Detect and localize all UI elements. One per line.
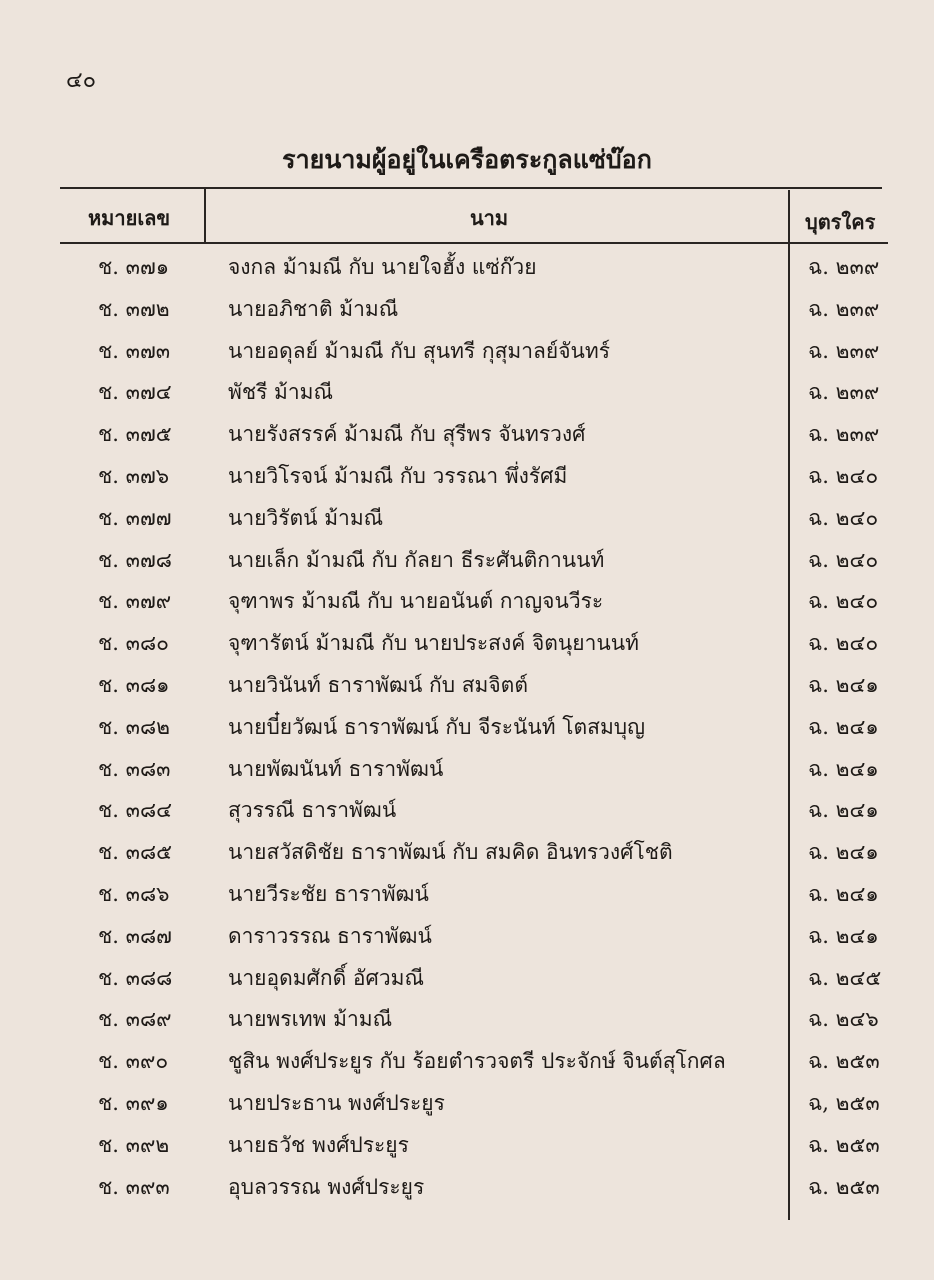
row-name: นายวิโรจน์ ม้ามณี กับ วรรณา พึ่งรัศมี (228, 464, 568, 488)
row-child-of: ฉ. ๒๕๓ (808, 1049, 880, 1074)
row-name: นายรังสรรค์ ม้ามณี กับ สุรีพร จันทรวงศ์ (228, 422, 586, 447)
row-child-of: ฉ. ๒๕๓ (808, 1174, 880, 1199)
table-row (0, 748, 934, 790)
row-name: นายบี๋ยวัฒน์ ธาราพัฒน์ กับ จีระนันท์ โตสมบุญ (228, 714, 646, 739)
row-child-of: ฉ. ๒๔๑ (808, 798, 879, 823)
table-top-rule (60, 187, 882, 189)
table-row (0, 455, 934, 497)
row-name: นายประธาน พงศ์ประยูร (228, 1091, 445, 1115)
table-row (0, 998, 934, 1040)
row-child-of: ฉ. ๒๓๙ (808, 380, 880, 405)
row-number: ช. ๓๘๐ (98, 631, 169, 656)
row-number: ช. ๓๗๗ (98, 505, 172, 530)
row-name: นายวินันท์ ธาราพัฒน์ กับ สมจิตต์ (228, 673, 528, 697)
row-number: ช. ๓๙๐ (98, 1049, 169, 1074)
row-name: นายพรเทพ ม้ามณี (228, 1007, 393, 1032)
row-number: ช. ๓๘๖ (98, 882, 170, 906)
row-child-of: ฉ. ๒๓๙ (808, 296, 880, 321)
table-row (0, 330, 934, 372)
row-number: ช. ๓๗๙ (98, 589, 172, 614)
row-name: ชูสิน พงศ์ประยูร กับ ร้อยตำรวจตรี ประจักษ์ จินต์สุโกศล (228, 1049, 726, 1074)
row-child-of: ฉ. ๒๔๐ (808, 631, 879, 656)
row-name: จุฑาพร ม้ามณี กับ นายอนันต์ กาญจนวีระ (228, 589, 604, 614)
row-child-of: ฉ. ๒๔๑ (808, 673, 879, 697)
row-number: ช. ๓๗๕ (98, 422, 172, 447)
row-name: จงกล ม้ามณี กับ นายใจฮั้ง แซ่ก๊วย (228, 255, 537, 279)
row-number: ช. ๓๗๘ (98, 547, 172, 572)
row-name: จุฑารัตน์ ม้ามณี กับ นายประสงค์ จิตนุยานนท์ (228, 631, 639, 656)
row-number: ช. ๓๘๕ (98, 840, 173, 865)
header-name: นาม (470, 206, 509, 230)
row-number: ช. ๓๘๔ (98, 798, 173, 823)
table-row (0, 831, 934, 873)
row-child-of: ฉ. ๒๔๑ (808, 840, 879, 865)
row-child-of: ฉ. ๒๔๐ (808, 505, 879, 530)
row-number: ช. ๓๙๓ (98, 1174, 170, 1199)
row-child-of: ฉ, ๒๕๓ (808, 1091, 880, 1115)
row-number: ช. ๓๘๑ (98, 673, 170, 697)
row-name: นายธวัช พงศ์ประยูร (228, 1132, 409, 1157)
table-row (0, 789, 934, 831)
row-child-of: ฉ. ๒๔๕ (808, 965, 882, 990)
row-number: ช. ๓๗๑ (98, 255, 170, 279)
row-name: นายอุดมศักดิ์ อัศวมณี (228, 965, 424, 990)
table-row (0, 957, 934, 999)
table-row (0, 1082, 934, 1124)
row-name: นายอภิชาติ ม้ามณี (228, 296, 399, 321)
table-row (0, 497, 934, 539)
table-row (0, 580, 934, 622)
row-number: ช. ๓๗๖ (98, 464, 170, 488)
row-name: ดาราวรรณ ธาราพัฒน์ (228, 923, 432, 948)
row-number: ช. ๓๗๓ (98, 338, 171, 363)
table-row (0, 1040, 934, 1082)
row-number: ช. ๓๘๓ (98, 756, 171, 781)
row-number: ช. ๓๘๗ (98, 923, 172, 948)
table-row (0, 664, 934, 706)
row-name: พัชรี ม้ามณี (228, 380, 334, 405)
row-name: สุวรรณี ธาราพัฒน์ (228, 798, 397, 823)
page-title: รายนามผู้อยู่ในเครือตระกูลแซ่บ๊อก (282, 145, 652, 174)
row-child-of: ฉ. ๒๔๑ (808, 714, 879, 739)
row-child-of: ฉ. ๒๔๑ (808, 882, 879, 906)
row-child-of: ฉ. ๒๓๙ (808, 255, 880, 279)
row-number: ช. ๓๘๙ (98, 1007, 172, 1032)
table-row (0, 288, 934, 330)
table-row (0, 706, 934, 748)
row-number: ช. ๓๘๒ (98, 714, 171, 739)
page-number: ๔๐ (66, 68, 97, 93)
header-child-of: บุตรใคร (805, 210, 876, 234)
row-child-of: ฉ. ๒๔๖ (808, 1007, 879, 1032)
row-name: นายอดุลย์ ม้ามณี กับ สุนทรี กุสุมาลย์จันทร์ (228, 338, 610, 363)
row-child-of: ฉ. ๒๓๙ (808, 338, 880, 363)
row-name: นายวีระชัย ธาราพัฒน์ (228, 882, 429, 906)
table-header-rule (60, 242, 888, 244)
row-name: อุบลวรรณ พงศ์ประยูร (228, 1174, 425, 1199)
row-child-of: ฉ. ๒๔๐ (808, 589, 879, 614)
row-number: ช. ๓๗๒ (98, 296, 170, 321)
row-name: นายเล็ก ม้ามณี กับ กัลยา ธีระศันติกานนท์ (228, 547, 605, 572)
row-number: ช. ๓๙๒ (98, 1132, 170, 1157)
table-row (0, 371, 934, 413)
row-number: ช. ๓๙๑ (98, 1091, 169, 1115)
row-child-of: ฉ. ๒๓๙ (808, 422, 880, 447)
row-child-of: ฉ. ๒๕๓ (808, 1132, 880, 1157)
row-child-of: ฉ. ๒๔๑ (808, 923, 879, 948)
table-row (0, 539, 934, 581)
table-row (0, 915, 934, 957)
row-name: นายสวัสดิชัย ธาราพัฒน์ กับ สมคิด อินทรวงศ์โชติ (228, 840, 673, 865)
table-row (0, 873, 934, 915)
row-number: ช. ๓๗๔ (98, 380, 172, 405)
row-name: นายพัฒนันท์ ธาราพัฒน์ (228, 756, 444, 781)
table-row (0, 1166, 934, 1208)
header-number: หมายเลข (88, 206, 171, 230)
table-row (0, 1124, 934, 1166)
row-name: นายวิรัตน์ ม้ามณี (228, 505, 384, 530)
table-row (0, 622, 934, 664)
column-divider-left (204, 187, 206, 244)
table-row (0, 246, 934, 288)
row-child-of: ฉ. ๒๔๐ (808, 547, 879, 572)
row-child-of: ฉ. ๒๔๐ (808, 464, 879, 488)
row-child-of: ฉ. ๒๔๑ (808, 756, 879, 781)
table-row (0, 413, 934, 455)
row-number: ช. ๓๘๘ (98, 965, 173, 990)
